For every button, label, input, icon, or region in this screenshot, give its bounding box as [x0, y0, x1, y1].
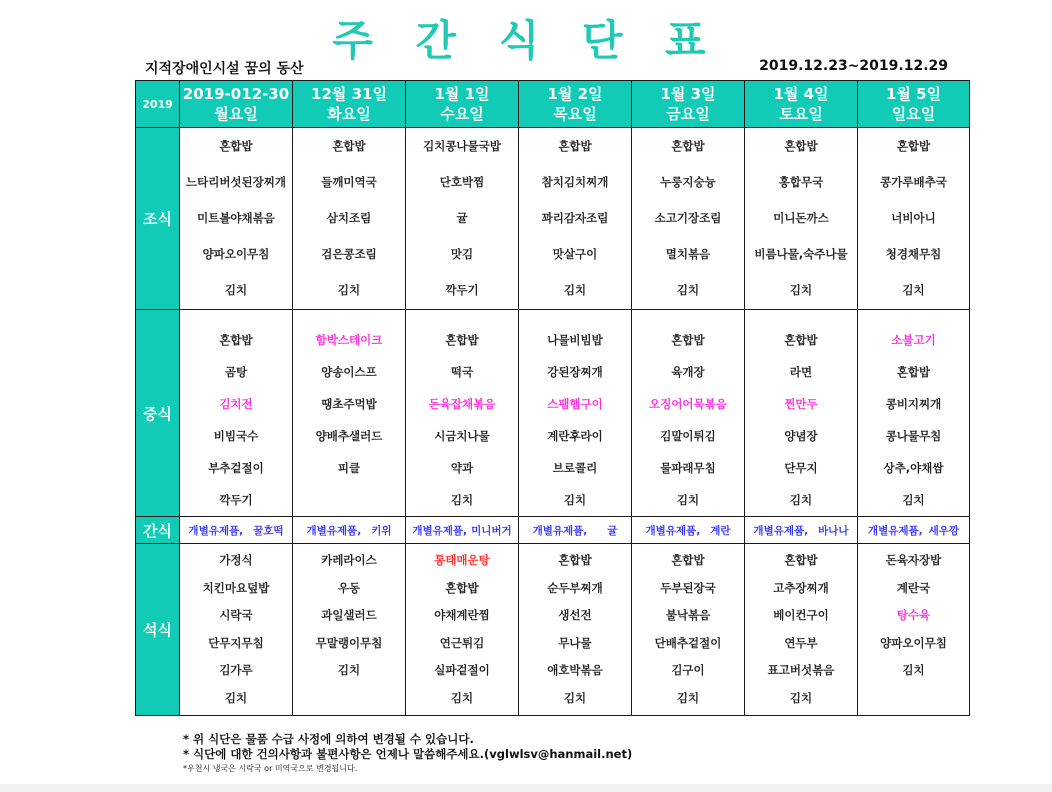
menu-cell: [745, 128, 858, 310]
menu-item: 김치: [676, 283, 700, 297]
meal-label-lunch: 중식: [136, 310, 180, 517]
menu-item: 맛김: [450, 247, 474, 261]
menu-item: 김치: [450, 690, 474, 705]
menu-item: 김치: [902, 492, 925, 507]
menu-cell: [406, 544, 519, 716]
menu-cell: [745, 544, 858, 716]
menu-cell: [519, 310, 632, 517]
menu-item: 혼합밥: [219, 332, 253, 347]
menu-item: 순두부찌개: [547, 580, 603, 595]
menu-item: 실파겉절이: [434, 663, 490, 678]
menu-cell: [519, 544, 632, 716]
menu-item: 혼합밥: [896, 139, 931, 153]
year-corner: 2019: [136, 81, 180, 128]
day-date: 1월 3일: [660, 85, 716, 103]
menu-item: 계란국: [896, 580, 931, 595]
menu-item: 홍합무국: [778, 175, 824, 189]
menu-cell: [180, 128, 293, 310]
menu-item: 미트볼야채볶음: [197, 211, 275, 225]
bottom-bar: [0, 784, 1052, 792]
menu-item: 김치: [337, 663, 361, 678]
snack-prefix: 개별유제품,: [532, 524, 588, 537]
menu-cell: [745, 310, 858, 517]
menu-item: 비름나물,숙주나물: [754, 247, 848, 261]
menu-item: 단무지무침: [208, 635, 264, 650]
menu-cell: [632, 310, 745, 517]
page-title: 주 간 식 단 표: [332, 16, 720, 65]
header-row: [136, 81, 970, 128]
menu-cell: [632, 128, 745, 310]
menu-item: 함박스테이크: [315, 332, 383, 347]
menu-item: 육개장: [671, 364, 705, 379]
menu-item: 물파래무침: [660, 460, 716, 475]
menu-item: 고추장찌개: [773, 580, 829, 595]
menu-item: [293, 685, 405, 713]
day-header-4: [519, 81, 632, 128]
menu-item: 땡초주먹밥: [321, 396, 377, 411]
menu-item: 치킨마요덮밥: [202, 580, 270, 595]
breakfast-row: [136, 128, 970, 310]
menu-item: 곰탕: [224, 364, 248, 379]
menu-item: 김치: [676, 690, 700, 705]
menu-item: 강된장찌개: [547, 364, 603, 379]
menu-item: 부추겉절이: [208, 460, 264, 475]
menu-item: 멸치볶음: [665, 247, 711, 261]
menu-item: 양배추샐러드: [315, 428, 383, 443]
meal-label-breakfast: 조식: [136, 128, 180, 310]
menu-item: 약과: [450, 460, 474, 475]
menu-item: 김치: [337, 283, 361, 297]
menu-item: 애호박볶음: [547, 663, 603, 678]
day-date: 2019-012-30: [182, 85, 290, 103]
menu-item: 김치: [676, 492, 700, 507]
snack-item: 새우깡: [928, 524, 960, 537]
menu-item: 김치: [789, 492, 813, 507]
day-date: 12월 31일: [311, 85, 387, 103]
snack-prefix: 개별유제품,: [306, 524, 362, 537]
menu-item: 연근튀김: [439, 635, 485, 650]
menu-item: 비빔국수: [213, 428, 259, 443]
menu-item: 피클: [337, 460, 361, 475]
menu-item: 돈육자장밥: [885, 553, 942, 568]
menu-cell: [519, 128, 632, 310]
menu-cell: [632, 544, 745, 716]
menu-item: 삼치조림: [326, 211, 372, 225]
dinner-row: [136, 544, 970, 716]
menu-cell: [180, 544, 293, 716]
menu-cell: [406, 128, 519, 310]
menu-item: 너비아니: [891, 211, 936, 225]
menu-item: 라면: [789, 364, 813, 379]
snack-prefix: 개별유제품,: [867, 524, 923, 537]
menu-item: 김치: [902, 663, 925, 678]
menu-item: 검은콩조림: [321, 247, 377, 261]
menu-item: 브로콜리: [552, 460, 598, 475]
menu-item: 깍두기: [219, 492, 253, 507]
menu-cell: [858, 544, 970, 716]
menu-cell: [406, 310, 519, 517]
menu-item: 혼합밥: [558, 139, 592, 153]
menu-item: 소고기장조림: [654, 211, 722, 225]
day-weekday: 토요일: [779, 105, 823, 123]
menu-item: 혼합밥: [896, 364, 931, 379]
menu-item: 불낙볶음: [665, 608, 711, 623]
menu-item: 두부된장국: [660, 580, 716, 595]
menu-item: 스팸햄구이: [547, 396, 603, 411]
menu-item: 김말이튀김: [660, 428, 716, 443]
snack-cell: [180, 517, 293, 544]
menu-item: 꽈리감자조림: [541, 211, 609, 225]
snack-item: 미니버거: [471, 524, 512, 537]
day-date: 1월 2일: [547, 85, 603, 103]
day-header-1: [180, 81, 293, 128]
facility-name: 지적장애인시설 꿈의 동산: [145, 61, 304, 77]
menu-item: 표고버섯볶음: [767, 663, 835, 678]
menu-item: 카레라이스: [321, 553, 377, 568]
menu-item: 시금치나물: [434, 428, 490, 443]
day-weekday: 목요일: [553, 105, 597, 123]
snack-row: [136, 517, 970, 544]
menu-item: 김치: [450, 492, 474, 507]
snack-cell: [632, 517, 745, 544]
snack-item: 귤: [607, 524, 618, 537]
menu-item: 김치: [789, 690, 813, 705]
menu-item: 통태매운탕: [434, 553, 490, 568]
meal-label-snack: 간식: [136, 517, 180, 544]
menu-item: 나물비빔밥: [547, 332, 603, 347]
menu-item: 김치: [224, 690, 248, 705]
menu-cell: [293, 128, 406, 310]
menu-item: 혼합밥: [784, 553, 818, 568]
menu-item: 단배추겉절이: [654, 635, 722, 650]
menu-item: 미니돈까스: [773, 211, 829, 225]
day-date: 1월 4일: [773, 85, 829, 103]
menu-item: 탕수육: [896, 608, 931, 623]
day-weekday: 금요일: [666, 105, 710, 123]
day-header-5: [632, 81, 745, 128]
snack-cell: [858, 517, 970, 544]
lunch-row: [136, 310, 970, 517]
snack-item: 꿀호떡: [253, 524, 284, 537]
menu-item: 청경채무침: [885, 247, 942, 261]
menu-item: 계란후라이: [547, 428, 603, 443]
note-line-small: *우천시 냉국은 시락국 or 미역국으로 변경됩니다.: [183, 764, 358, 773]
day-header-3: [406, 81, 519, 128]
snack-prefix: 개별유제품,: [188, 524, 244, 537]
menu-item: 김치: [563, 690, 587, 705]
menu-item: 베이컨구이: [773, 608, 829, 623]
menu-item: 가정식: [219, 553, 253, 568]
menu-item: 깍두기: [445, 283, 479, 297]
menu-item: 양파오이무침: [880, 635, 947, 650]
day-weekday: 수요일: [440, 105, 484, 123]
menu-item: 오징어어묵볶음: [649, 396, 727, 411]
menu-item: 누룽지숭늉: [660, 175, 716, 189]
menu-item: 소불고기: [891, 332, 936, 347]
menu-item: 김치: [789, 283, 813, 297]
menu-item: 김가루: [219, 663, 253, 678]
menu-item: 혼합밥: [445, 332, 479, 347]
menu-item: 돈육잡채볶음: [428, 396, 496, 411]
menu-item: 콩비지찌개: [885, 396, 942, 411]
menu-item: 혼합밥: [445, 580, 479, 595]
menu-cell: [858, 128, 970, 310]
menu-item: 김치: [563, 283, 587, 297]
snack-prefix: 개별유제품,: [645, 524, 701, 537]
day-weekday: 화요일: [327, 105, 371, 123]
menu-item: 김구이: [671, 663, 705, 678]
menu-item: 양파오이무침: [202, 247, 270, 261]
menu-item: 우동: [337, 580, 361, 595]
note-line: * 위 식단은 물품 수급 사정에 의하여 변경될 수 있습니다.: [183, 732, 474, 746]
footer-notes: [183, 732, 632, 776]
menu-item: 과일샐러드: [321, 608, 377, 623]
snack-cell: [293, 517, 406, 544]
snack-item: 바나나: [818, 524, 849, 537]
menu-item: 혼합밥: [671, 332, 705, 347]
menu-item: 양념장: [784, 428, 818, 443]
weekly-menu-table: [135, 80, 970, 716]
day-header-2: [293, 81, 406, 128]
snack-item: 계란: [710, 524, 731, 537]
day-weekday: 일요일: [891, 105, 936, 123]
menu-item: 김치전: [219, 396, 253, 411]
snack-item: 키위: [371, 524, 392, 537]
menu-item: 연두부: [784, 635, 818, 650]
day-weekday: 월요일: [214, 105, 258, 123]
menu-item: 들깨미역국: [321, 175, 377, 189]
menu-item: 양송이스프: [321, 364, 377, 379]
day-header-6: [745, 81, 858, 128]
menu-item: 혼합밥: [784, 139, 818, 153]
menu-item: 단무지: [784, 460, 818, 475]
menu-cell: [293, 310, 406, 517]
menu-item: 혼합밥: [332, 139, 366, 153]
menu-item: 찐만두: [784, 396, 818, 411]
menu-item: 혼합밥: [784, 332, 818, 347]
menu-item: 김치: [563, 492, 587, 507]
meal-label-dinner: 석식: [136, 544, 180, 716]
menu-item: 혼합밥: [558, 553, 592, 568]
menu-item: 혼합밥: [671, 553, 705, 568]
menu-item: 참치김치찌개: [541, 175, 609, 189]
menu-item: 무말랭이무침: [315, 635, 383, 650]
day-date: 1월 1일: [434, 85, 490, 103]
snack-prefix: 개별유제품,: [412, 524, 468, 537]
menu-item: 혼합밥: [219, 139, 253, 153]
day-header-7: [858, 81, 970, 128]
menu-item: 야채계란찜: [434, 608, 490, 623]
menu-item: [293, 484, 405, 516]
menu-period: 2019.12.23~2019.12.29: [759, 58, 948, 74]
menu-item: 느타리버섯된장찌개: [186, 175, 286, 189]
menu-item: 무나물: [558, 635, 592, 650]
snack-cell: [406, 517, 519, 544]
menu-item: 귤: [456, 211, 468, 225]
menu-cell: [858, 310, 970, 517]
snack-cell: [519, 517, 632, 544]
menu-item: 생선전: [558, 608, 592, 623]
menu-item: 김치: [902, 283, 925, 297]
menu-cell: [293, 544, 406, 716]
snack-cell: [745, 517, 858, 544]
snack-prefix: 개별유제품,: [753, 524, 809, 537]
menu-item: 혼합밥: [671, 139, 705, 153]
day-date: 1월 5일: [885, 85, 942, 103]
menu-cell: [180, 310, 293, 517]
menu-item: 콩나물무침: [885, 428, 942, 443]
menu-item: 김치: [224, 283, 248, 297]
menu-item: 김치콩나물국밥: [423, 139, 501, 153]
menu-item: 맛살구이: [552, 247, 598, 261]
menu-item: 시락국: [219, 608, 253, 623]
menu-item: [858, 685, 969, 713]
menu-item: 떡국: [450, 364, 474, 379]
menu-item: 콩가루배추국: [880, 175, 947, 189]
menu-item: 단호박찜: [439, 175, 485, 189]
note-line: * 식단에 대한 건의사항과 불편사항은 언제나 말씀해주세요.(vglwlsv@hanmail.net): [183, 747, 633, 761]
menu-item: 상추,야채쌈: [883, 460, 944, 475]
